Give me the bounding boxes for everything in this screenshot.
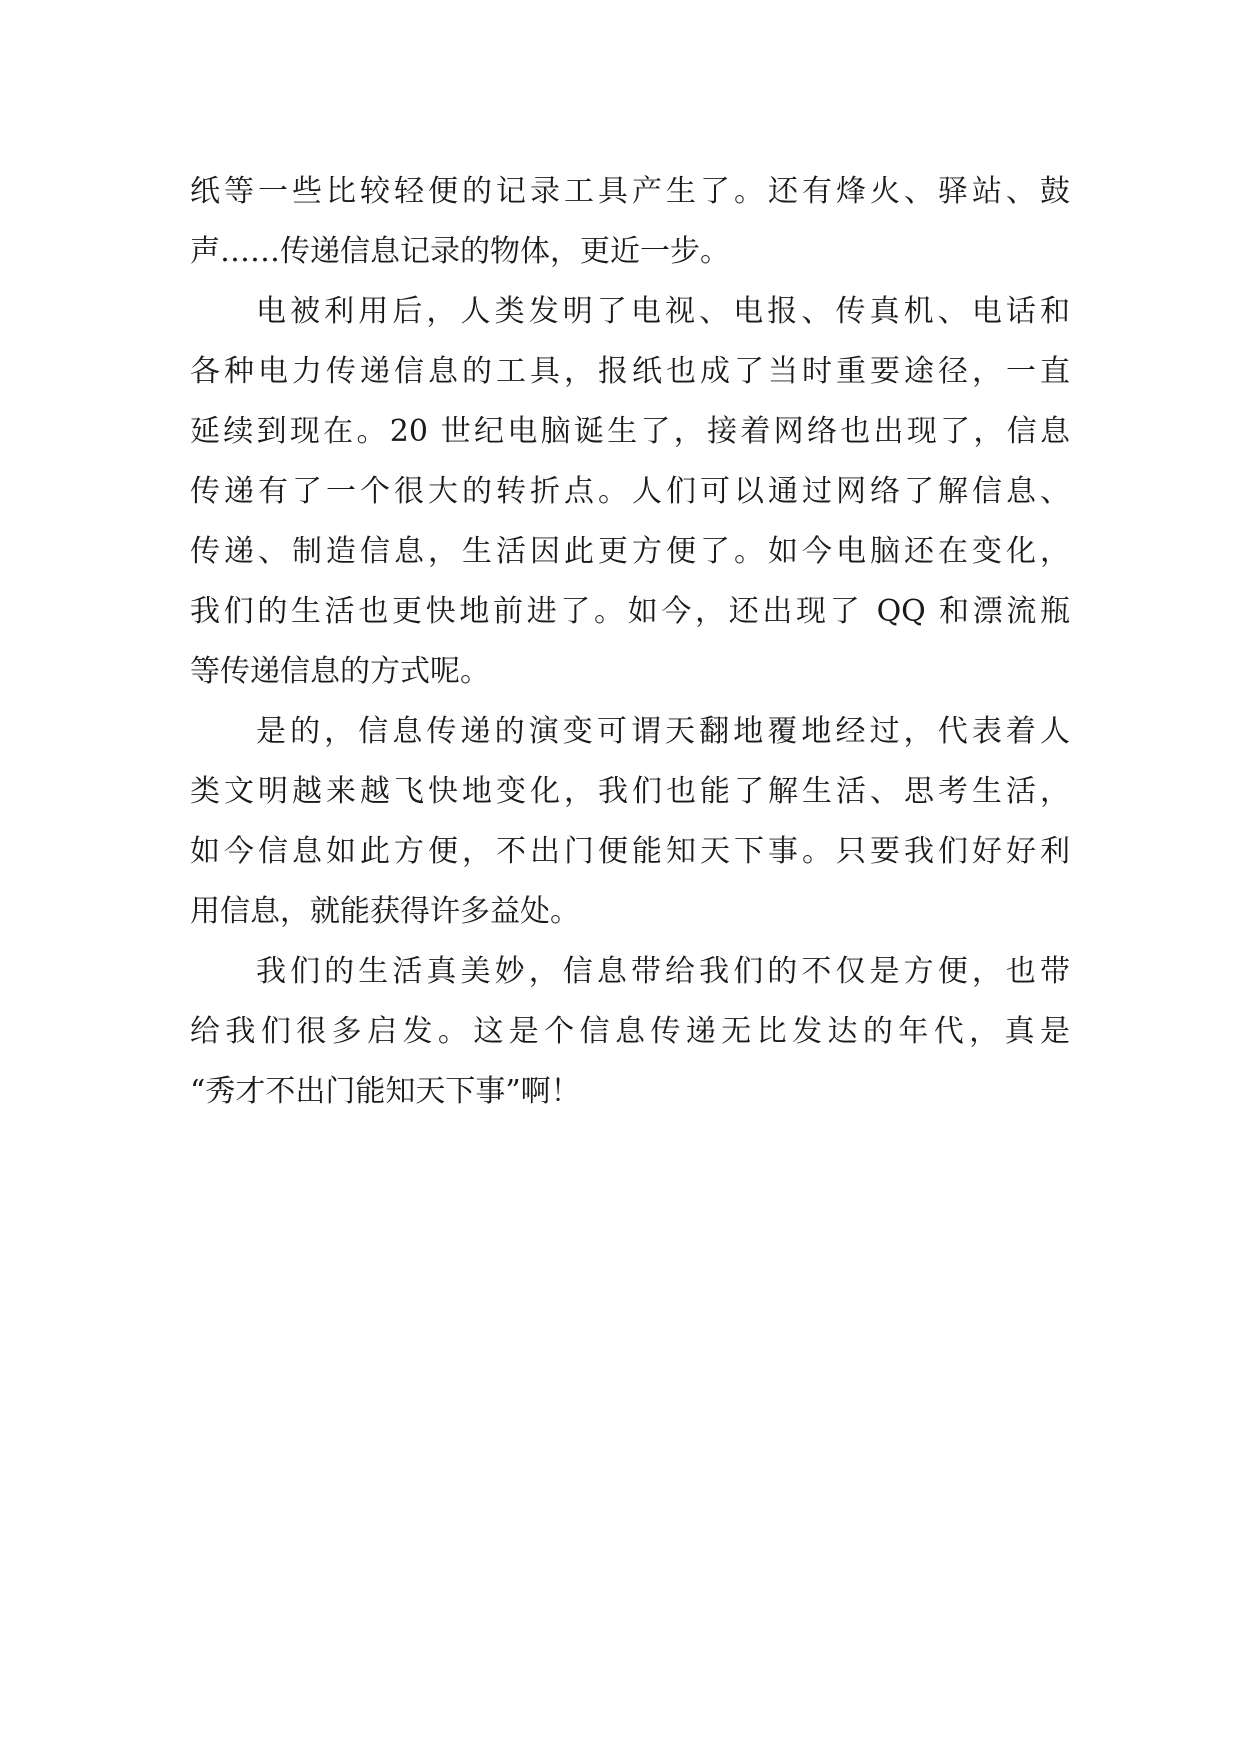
text-line: 等传递信息的方式呢。 — [190, 654, 490, 689]
text-line: 传递、制造信息，生活因此更方便了。如今电脑还在变化， — [190, 534, 1070, 569]
text-line: 延续到现在。20 世纪电脑诞生了，接着网络也出现了，信息 — [190, 414, 1070, 449]
document-body — [190, 162, 1070, 1122]
text-line: 用信息，就能获得许多益处。 — [190, 894, 580, 929]
paragraph-first-line: 我们的生活真美妙，信息带给我们的不仅是方便，也带 — [256, 954, 1070, 989]
paragraph-first-line: 电被利用后，人类发明了电视、电报、传真机、电话和 — [256, 294, 1070, 329]
text-line: 传递有了一个很大的转折点。人们可以通过网络了解信息、 — [190, 474, 1070, 509]
text-line: 纸等一些比较轻便的记录工具产生了。还有烽火、驿站、鼓 — [190, 174, 1070, 209]
text-line: 我们的生活也更快地前进了。如今，还出现了 QQ 和漂流瓶 — [190, 594, 1070, 629]
text-line: 如今信息如此方便，不出门便能知天下事。只要我们好好利 — [190, 834, 1070, 869]
text-line: 声……传递信息记录的物体，更近一步。 — [190, 234, 730, 269]
text-line: 各种电力传递信息的工具，报纸也成了当时重要途径，一直 — [190, 354, 1070, 389]
paragraph-first-line: 是的，信息传递的演变可谓天翻地覆地经过，代表着人 — [256, 714, 1070, 749]
text-line: 类文明越来越飞快地变化，我们也能了解生活、思考生活， — [190, 774, 1070, 809]
text-line: 给我们很多启发。这是个信息传递无比发达的年代，真是 — [190, 1014, 1070, 1049]
text-line: “秀才不出门能知天下事”啊！ — [190, 1074, 581, 1109]
